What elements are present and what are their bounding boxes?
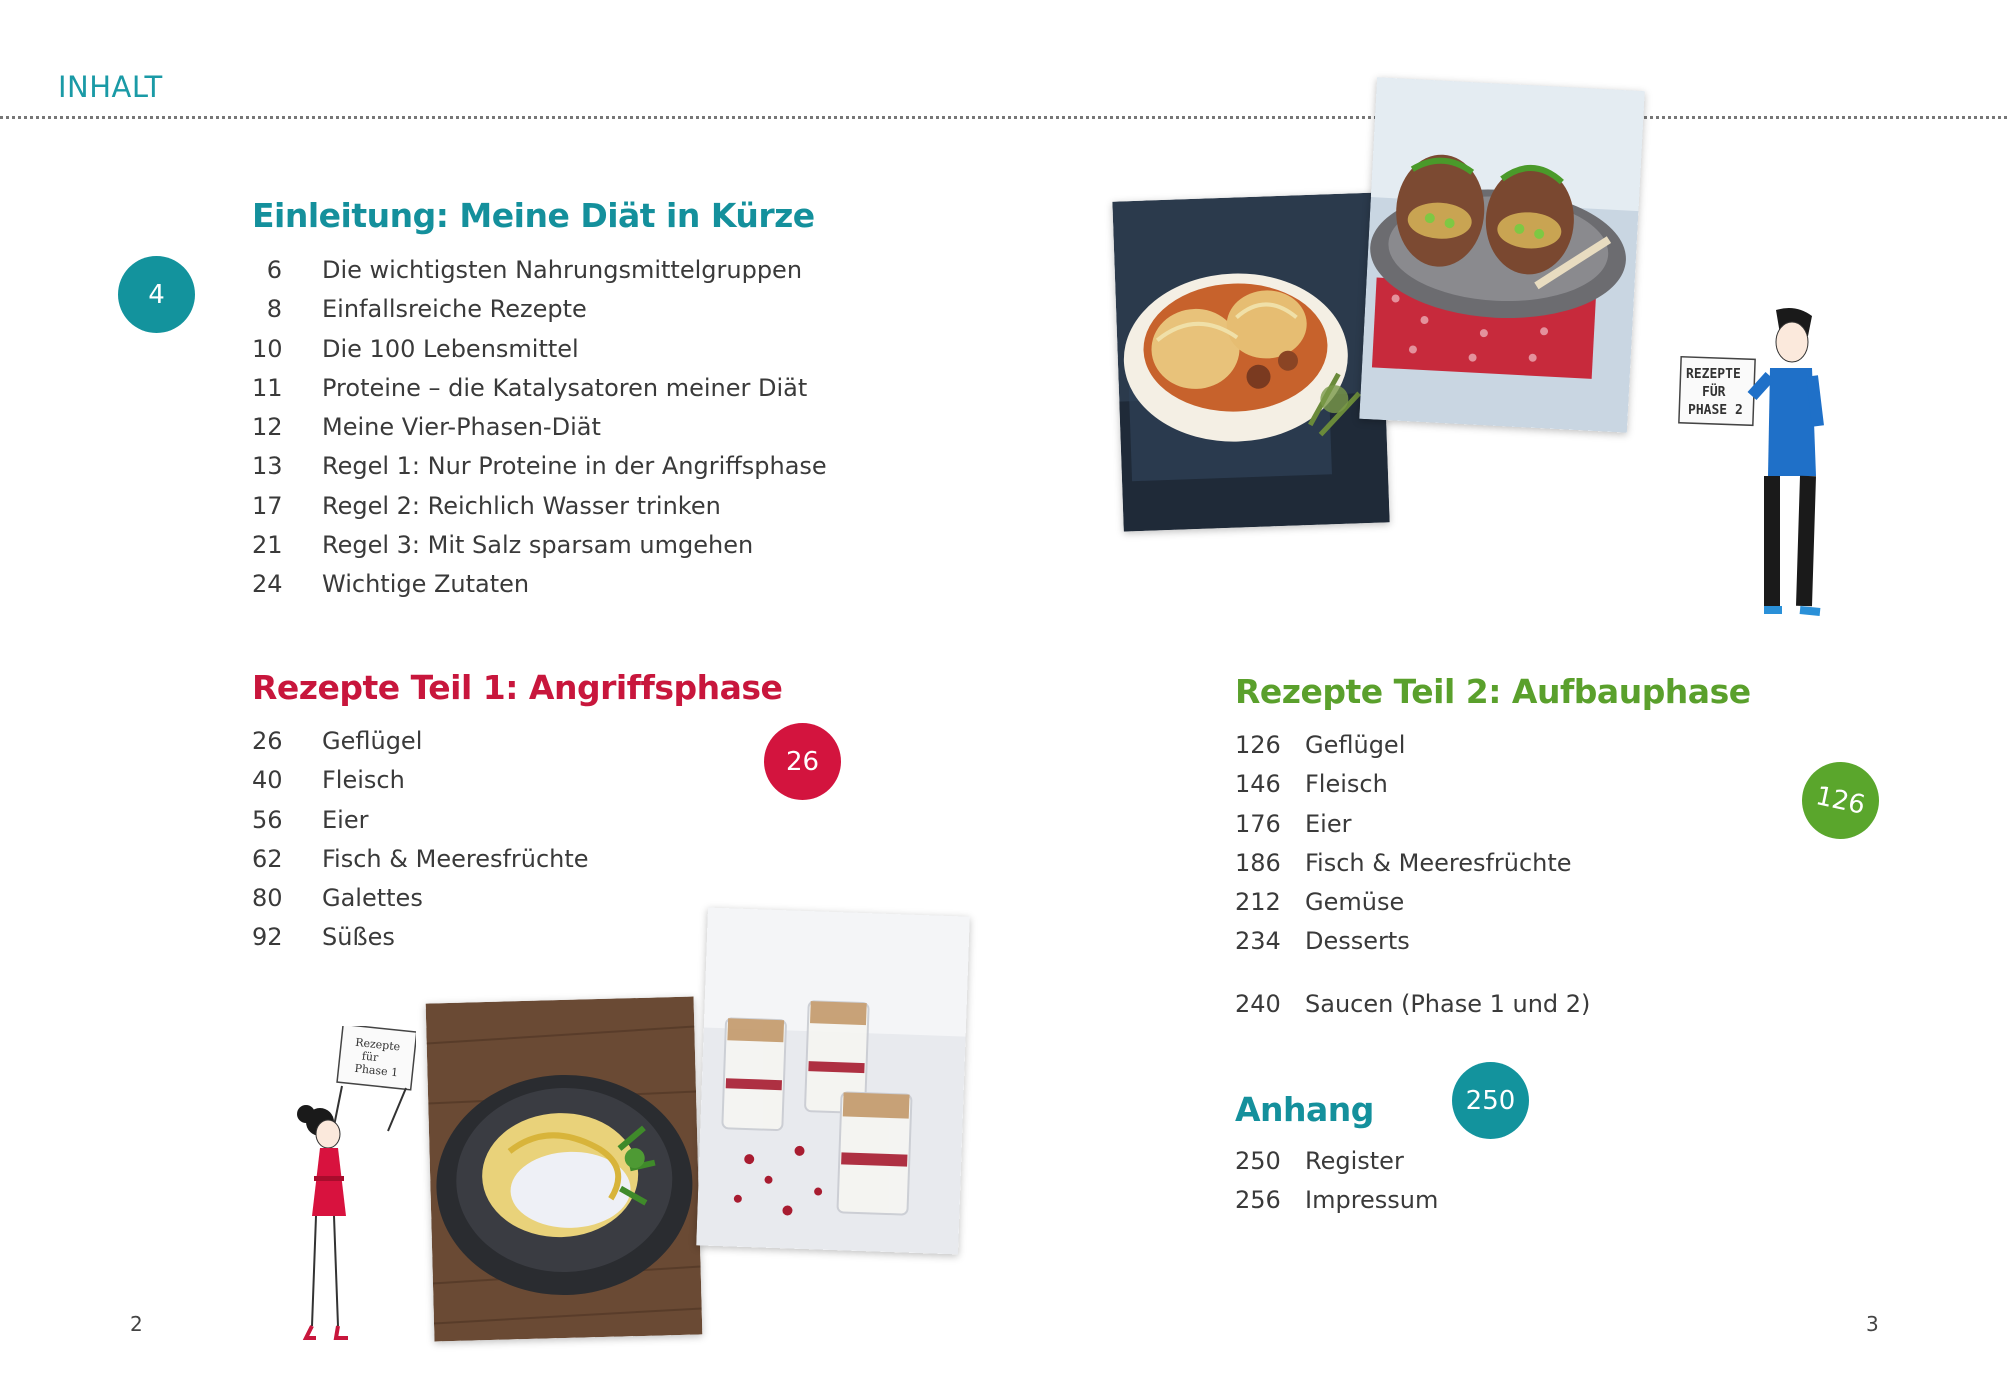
header-title: INHALT <box>58 70 163 104</box>
toc-entry-label: Saucen (Phase 1 und 2) <box>1305 990 1591 1018</box>
illustration-woman-with-sign <box>276 1026 416 1366</box>
list-item <box>252 565 852 604</box>
toc-page-number: 176 <box>1235 809 1281 838</box>
toc-page-number: 62 <box>252 844 283 873</box>
toc-entry-label: Proteine – die Katalysatoren meiner Diät <box>322 373 808 402</box>
list-item <box>1235 805 1735 844</box>
toc-entry-label: Fleisch <box>322 766 405 795</box>
list-item <box>1235 1181 1735 1220</box>
toc-page-number: 11 <box>252 373 283 402</box>
toc-page-number: 212 <box>1235 888 1281 917</box>
list-item <box>252 761 752 800</box>
toc-page-number: 40 <box>252 766 283 795</box>
toc-entry-label: Regel 1: Nur Proteine in der Angriffsphase <box>322 452 827 481</box>
toc-entry-label: Einfallsreiche Rezepte <box>322 295 587 324</box>
toc-page-number: 10 <box>252 334 283 363</box>
part2-title: Rezepte Teil 2: Aufbauphase <box>1235 672 1751 711</box>
list-item <box>1235 922 1735 961</box>
list-item <box>252 840 752 879</box>
toc-entry-label: Regel 2: Reichlich Wasser trinken <box>322 491 721 520</box>
toc-entry-label: Eier <box>322 805 369 834</box>
toc-page-number: 24 <box>252 570 283 599</box>
photo-fish-bowl <box>426 997 703 1342</box>
toc-page-number: 240 <box>1235 990 1281 1018</box>
list-item <box>1235 844 1735 883</box>
toc-entry-label: Fisch & Meeresfrüchte <box>1305 848 1572 877</box>
photo-stuffed-mushrooms <box>1359 77 1645 433</box>
toc-page-number: 17 <box>252 491 283 520</box>
toc-entry-label: Gemüse <box>1305 888 1405 917</box>
toc-entry-label: Süßes <box>322 923 395 952</box>
toc-page-number: 12 <box>252 413 283 442</box>
part2-extra-list <box>1235 985 1735 1024</box>
toc-entry-label: Geflügel <box>322 727 423 755</box>
part1-toc-list <box>252 722 752 958</box>
list-item <box>1235 726 1735 765</box>
toc-page-number: 13 <box>252 452 283 481</box>
part1-page-badge: 26 <box>764 723 841 800</box>
toc-entry-label: Fisch & Meeresfrüchte <box>322 844 589 873</box>
toc-page-number: 234 <box>1235 927 1281 956</box>
list-item <box>252 447 852 486</box>
woman-sign-text: RezeptefürPhase 1 <box>353 1035 401 1080</box>
toc-entry-label: Desserts <box>1305 927 1410 956</box>
photo-chicken-rolls <box>1112 192 1389 531</box>
list-item <box>252 487 852 526</box>
toc-entry-label: Geflügel <box>1305 731 1406 759</box>
list-item <box>252 251 852 290</box>
toc-page-number: 126 <box>1235 731 1281 759</box>
toc-entry-label: Wichtige Zutaten <box>322 570 530 599</box>
list-item <box>1235 985 1735 1024</box>
toc-entry-label: Eier <box>1305 809 1352 838</box>
list-item <box>252 369 852 408</box>
list-item <box>252 408 852 447</box>
intro-toc-list <box>252 251 852 605</box>
list-item <box>1235 1142 1735 1181</box>
toc-entry-label: Register <box>1305 1147 1404 1175</box>
left-page-number: 2 <box>130 1312 143 1336</box>
man-sign-text: REZEPTE FÜR PHASE 2 <box>1686 367 1743 418</box>
toc-entry-label: Impressum <box>1305 1186 1439 1215</box>
toc-entry-label: Galettes <box>322 884 423 913</box>
toc-page-number: 80 <box>252 884 283 913</box>
toc-page-number: 26 <box>252 727 283 755</box>
toc-page-number: 186 <box>1235 848 1281 877</box>
toc-page-number: 92 <box>252 923 283 952</box>
list-item <box>252 879 752 918</box>
toc-entry-label: Fleisch <box>1305 770 1388 799</box>
toc-entry-label: Regel 3: Mit Salz sparsam umgehen <box>322 531 754 560</box>
intro-title: Einleitung: Meine Diät in Kürze <box>252 196 815 235</box>
part2-toc-list <box>1235 726 1735 962</box>
part1-title: Rezepte Teil 1: Angriffsphase <box>252 668 783 707</box>
toc-entry-label: Die 100 Lebensmittel <box>322 334 579 363</box>
toc-page-number: 56 <box>252 805 283 834</box>
list-item <box>252 918 752 957</box>
list-item <box>252 801 752 840</box>
list-item <box>252 722 752 761</box>
appendix-page-badge: 250 <box>1452 1062 1529 1139</box>
toc-page-number: 146 <box>1235 770 1281 799</box>
list-item <box>252 330 852 369</box>
toc-page-number: 21 <box>252 531 283 560</box>
toc-page-number: 8 <box>266 295 282 324</box>
list-item <box>252 290 852 329</box>
intro-page-badge: 4 <box>118 256 195 333</box>
part2-page-badge: 126 <box>1795 755 1886 846</box>
illustration-man-with-sign <box>1676 306 1836 632</box>
toc-entry-label: Meine Vier-Phasen-Diät <box>322 413 601 442</box>
list-item <box>1235 765 1735 804</box>
appendix-title: Anhang <box>1235 1090 1374 1129</box>
header-divider <box>0 116 2007 119</box>
appendix-toc-list <box>1235 1142 1735 1221</box>
list-item <box>1235 883 1735 922</box>
toc-page-number: 6 <box>266 256 282 284</box>
right-page-number: 3 <box>1866 1312 1879 1336</box>
toc-page-number: 256 <box>1235 1186 1281 1215</box>
list-item <box>252 526 852 565</box>
toc-entry-label: Die wichtigsten Nahrungsmittelgruppen <box>322 256 803 284</box>
photo-dessert-glasses <box>696 908 970 1255</box>
toc-page-number: 250 <box>1235 1147 1281 1175</box>
